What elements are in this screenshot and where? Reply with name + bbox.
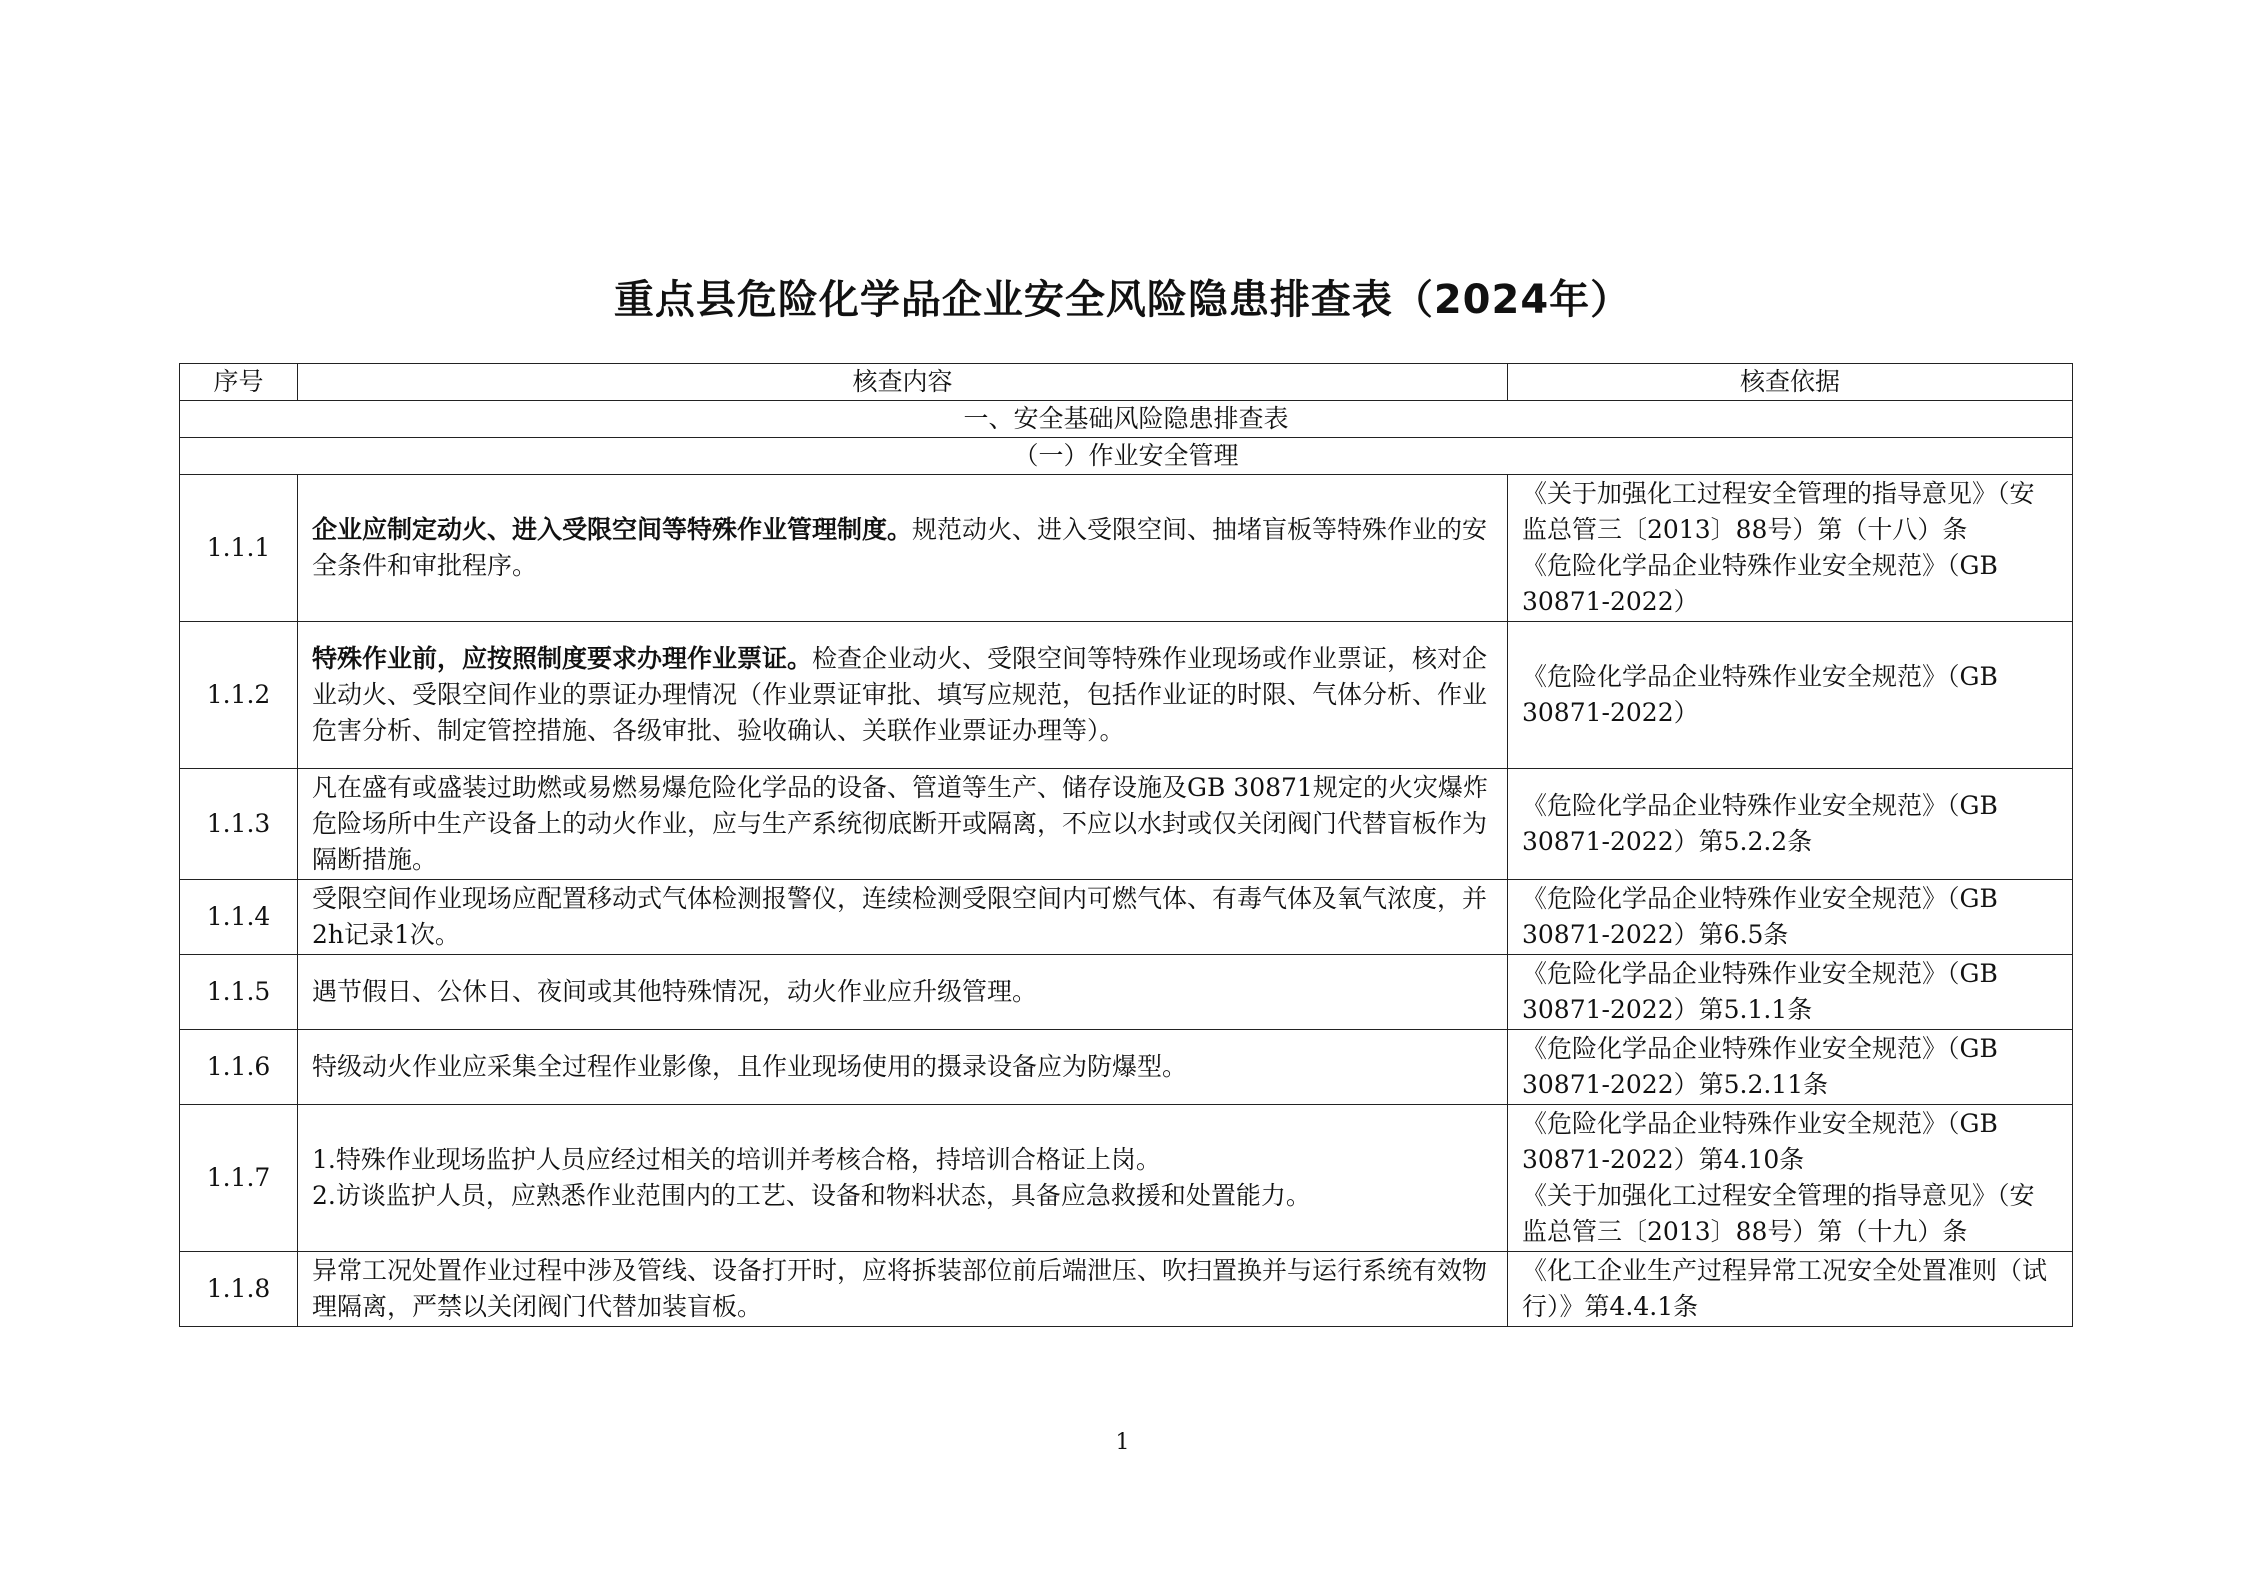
row-seq: 1.1.1	[180, 475, 298, 622]
table-row	[180, 1030, 2073, 1105]
basis-line: 《危险化学品企业特殊作业安全规范》（GB 30871-2022）	[1522, 551, 1998, 616]
row-basis	[1508, 1252, 2073, 1327]
table-row	[180, 475, 2073, 622]
table-row	[180, 769, 2073, 880]
row-seq: 1.1.7	[180, 1105, 298, 1252]
document-title: 重点县危险化学品企业安全风险隐患排查表（2024年）	[613, 277, 1632, 323]
row-content	[298, 1105, 1508, 1252]
row-content-text: 遇节假日、公休日、夜间或其他特殊情况，动火作业应升级管理。	[312, 977, 1038, 1006]
hazard-inspection-table	[179, 363, 2073, 1327]
row-content-bold: 企业应制定动火、进入受限空间等特殊作业管理制度。	[312, 515, 913, 544]
row-basis	[1508, 475, 2073, 622]
basis-line: 《关于加强化工过程安全管理的指导意见》（安监总管三〔2013〕88号）第（十八）条	[1522, 479, 2035, 544]
basis-line: 《危险化学品企业特殊作业安全规范》（GB 30871-2022）第4.10条	[1522, 1109, 1998, 1174]
row-content	[298, 880, 1508, 955]
header-seq: 序号	[180, 364, 298, 401]
subsection-row	[180, 438, 2073, 475]
header-basis: 核查依据	[1508, 364, 2073, 401]
table-header-row	[180, 364, 2073, 401]
subsection-title: （一）作业安全管理	[180, 438, 2073, 475]
row-content-bold: 特殊作业前，应按照制度要求办理作业票证。	[312, 644, 813, 673]
row-content	[298, 622, 1508, 769]
row-basis	[1508, 622, 2073, 769]
page-number: 1	[1115, 1430, 1130, 1455]
row-basis	[1508, 1030, 2073, 1105]
row-content	[298, 1252, 1508, 1327]
row-content-text: 检查企业动火、受限空间等特殊作业现场或作业票证，核对企业动火、受限空间作业的票证办理情况（作业票证审批、填写应规范，包括作业证的时限、气体分析、作业危害分析、制定管控措施、各级审批、验收确认、关联作业票证办理等）。	[312, 644, 1488, 745]
row-content	[298, 769, 1508, 880]
table-row	[180, 1105, 2073, 1252]
row-seq: 1.1.4	[180, 880, 298, 955]
basis-line: 《危险化学品企业特殊作业安全规范》（GB 30871-2022）第5.2.2条	[1522, 791, 1998, 856]
basis-line: 《关于加强化工过程安全管理的指导意见》（安监总管三〔2013〕88号）第（十九）条	[1522, 1181, 2035, 1246]
row-content-text: 凡在盛有或盛装过助燃或易燃易爆危险化学品的设备、管道等生产、储存设施及GB 30871规定的火灾爆炸危险场所中生产设备上的动火作业，应与生产系统彻底断开或隔离，不应以水封或仅关闭阀门代替盲板作为隔断措施。	[312, 773, 1488, 874]
row-seq: 1.1.5	[180, 955, 298, 1030]
basis-line: 《化工企业生产过程异常工况安全处置准则（试行）》第4.4.1条	[1522, 1256, 2048, 1321]
row-content-text: 特级动火作业应采集全过程作业影像，且作业现场使用的摄录设备应为防爆型。	[312, 1052, 1188, 1081]
basis-line: 《危险化学品企业特殊作业安全规范》（GB 30871-2022）第5.1.1条	[1522, 959, 1998, 1024]
basis-line: 《危险化学品企业特殊作业安全规范》（GB 30871-2022）第5.2.11条	[1522, 1034, 1998, 1099]
row-content	[298, 475, 1508, 622]
basis-line: 《危险化学品企业特殊作业安全规范》（GB 30871-2022）	[1522, 662, 1998, 727]
row-seq: 1.1.6	[180, 1030, 298, 1105]
row-content	[298, 955, 1508, 1030]
row-content-text: 异常工况处置作业过程中涉及管线、设备打开时，应将拆装部位前后端泄压、吹扫置换并与运行系统有效物理隔离，严禁以关闭阀门代替加装盲板。	[312, 1256, 1488, 1321]
row-content-line: 1.特殊作业现场监护人员应经过相关的培训并考核合格，持培训合格证上岗。	[312, 1145, 1161, 1174]
row-basis	[1508, 955, 2073, 1030]
row-seq: 1.1.8	[180, 1252, 298, 1327]
row-seq: 1.1.2	[180, 622, 298, 769]
table-row	[180, 622, 2073, 769]
section-title: 一、安全基础风险隐患排查表	[180, 401, 2073, 438]
row-content-text: 规范动火、进入受限空间、抽堵盲板等特殊作业的安全条件和审批程序。	[312, 515, 1488, 580]
row-content-text: 受限空间作业现场应配置移动式气体检测报警仪，连续检测受限空间内可燃气体、有毒气体及氧气浓度，并2h记录1次。	[312, 884, 1488, 949]
row-seq: 1.1.3	[180, 769, 298, 880]
row-content-line: 2.访谈监护人员，应熟悉作业范围内的工艺、设备和物料状态，具备应急救援和处置能力。	[312, 1181, 1311, 1210]
row-content	[298, 1030, 1508, 1105]
row-basis	[1508, 880, 2073, 955]
table-row	[180, 1252, 2073, 1327]
section-row	[180, 401, 2073, 438]
table-row	[180, 880, 2073, 955]
row-basis	[1508, 769, 2073, 880]
row-basis	[1508, 1105, 2073, 1252]
header-content: 核查内容	[298, 364, 1508, 401]
basis-line: 《危险化学品企业特殊作业安全规范》（GB 30871-2022）第6.5条	[1522, 884, 1998, 949]
table-row	[180, 955, 2073, 1030]
